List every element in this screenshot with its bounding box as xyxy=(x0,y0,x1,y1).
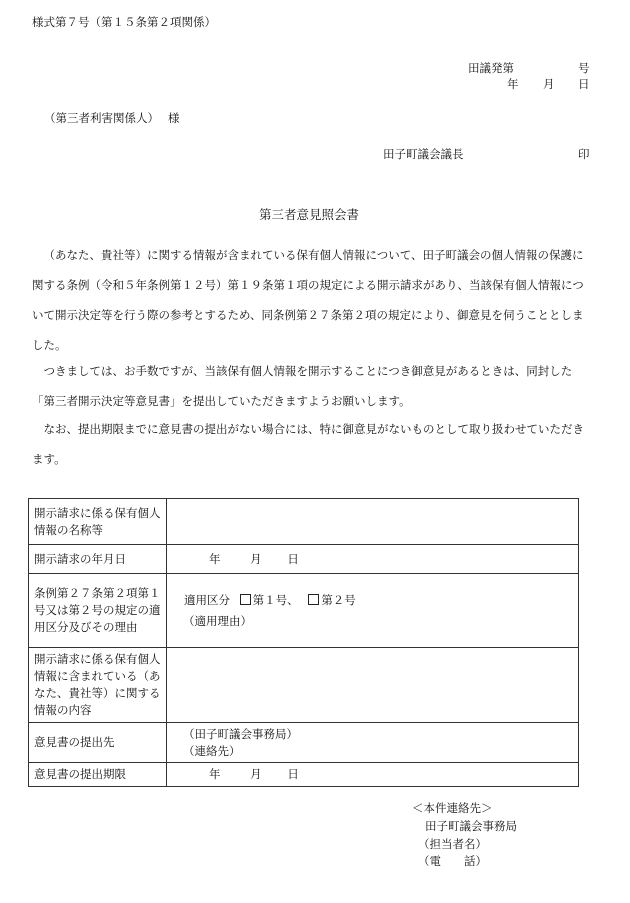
request-date-month: 月 xyxy=(250,551,262,566)
addressee-recipient: （第三者利害関係人） xyxy=(44,111,159,125)
contact-heading: ＜本件連絡先＞ xyxy=(412,801,493,815)
row-value-applicable-category xyxy=(167,574,579,648)
row-label-info-name: 開示請求に係る保有個人情報の名称等 xyxy=(29,499,167,545)
sender-seal: 印 xyxy=(578,147,590,161)
table-row xyxy=(29,545,579,574)
checkbox-item-2[interactable] xyxy=(308,594,319,605)
addressee-honorific: 様 xyxy=(168,111,180,125)
deadline-month: 月 xyxy=(250,767,262,781)
table-row xyxy=(29,723,579,763)
body-paragraph-1: （あなた、貴社等）に関する情報が含まれている保有個人情報について、田子町議会の個人情報の保護に関する条例（令和５年条例第１２号）第１９条第１項の規定による開示請求があり、当該保有個人情報について開示決定等を行う際の参考とするため、同条例第２７条第２項の規定により、御意見を伺うこととしました。 xyxy=(32,248,584,352)
body-paragraph-2: つきましては、お手数ですが、当該保有個人情報を開示することにつき御意見があるときは、同封した「第三者開示決定等意見書」を提出していただきますようお願いします。 xyxy=(32,364,573,408)
row-label-request-date: 開示請求の年月日 xyxy=(29,545,167,574)
reason-label: （適用理由） xyxy=(183,613,252,628)
row-value-submission-deadline xyxy=(167,763,579,787)
submission-office: （田子町議会事務局） xyxy=(183,726,298,741)
table-row xyxy=(29,499,579,545)
body-paragraph-3: なお、提出期限までに意見書の提出がない場合には、特に御意見がないものとして取り扱わせていただきます。 xyxy=(32,422,584,466)
deadline-year: 年 xyxy=(209,767,221,781)
row-label-applicable-category: 条例第２７条第２項第１号又は第２号の規定の適用区分及びその理由 xyxy=(29,574,167,648)
checkbox-item-1[interactable] xyxy=(240,594,251,605)
contact-office: 田子町議会事務局 xyxy=(425,819,517,833)
date-year: 年 xyxy=(507,77,519,91)
document-number-prefix: 田議発第 xyxy=(468,61,514,75)
sender-title: 田子町議会議長 xyxy=(383,147,464,161)
table-row xyxy=(29,574,579,648)
document-number-suffix: 号 xyxy=(578,61,590,75)
info-table xyxy=(28,498,579,787)
row-value-info-content xyxy=(167,648,579,723)
category-label: 適用区分 xyxy=(184,592,230,607)
row-value-submission-destination xyxy=(167,723,579,763)
row-label-submission-destination: 意見書の提出先 xyxy=(29,723,167,763)
checkbox-item-1-label: 第１号、 xyxy=(252,592,299,607)
checkbox-item-2-label: 第２号 xyxy=(321,592,356,607)
form-number: 様式第７号（第１５条第２項関係） xyxy=(32,15,216,29)
deadline-day: 日 xyxy=(287,767,299,781)
row-value-request-date xyxy=(167,545,579,574)
row-value-info-name xyxy=(167,499,579,545)
table-row xyxy=(29,648,579,723)
contact-phone: （電 話） xyxy=(418,854,487,868)
row-label-info-content: 開示請求に係る保有個人情報に含まれている（あなた、貴社等）に関する情報の内容 xyxy=(29,648,167,723)
contact-person: （担当者名） xyxy=(418,837,487,851)
table-row xyxy=(29,763,579,787)
row-label-submission-deadline: 意見書の提出期限 xyxy=(29,763,167,787)
request-date-year: 年 xyxy=(209,551,221,566)
document-title: 第三者意見照会書 xyxy=(259,207,360,222)
date-month: 月 xyxy=(543,77,555,91)
submission-contact: （連絡先） xyxy=(183,743,241,758)
request-date-day: 日 xyxy=(287,551,299,566)
date-day: 日 xyxy=(578,77,590,91)
